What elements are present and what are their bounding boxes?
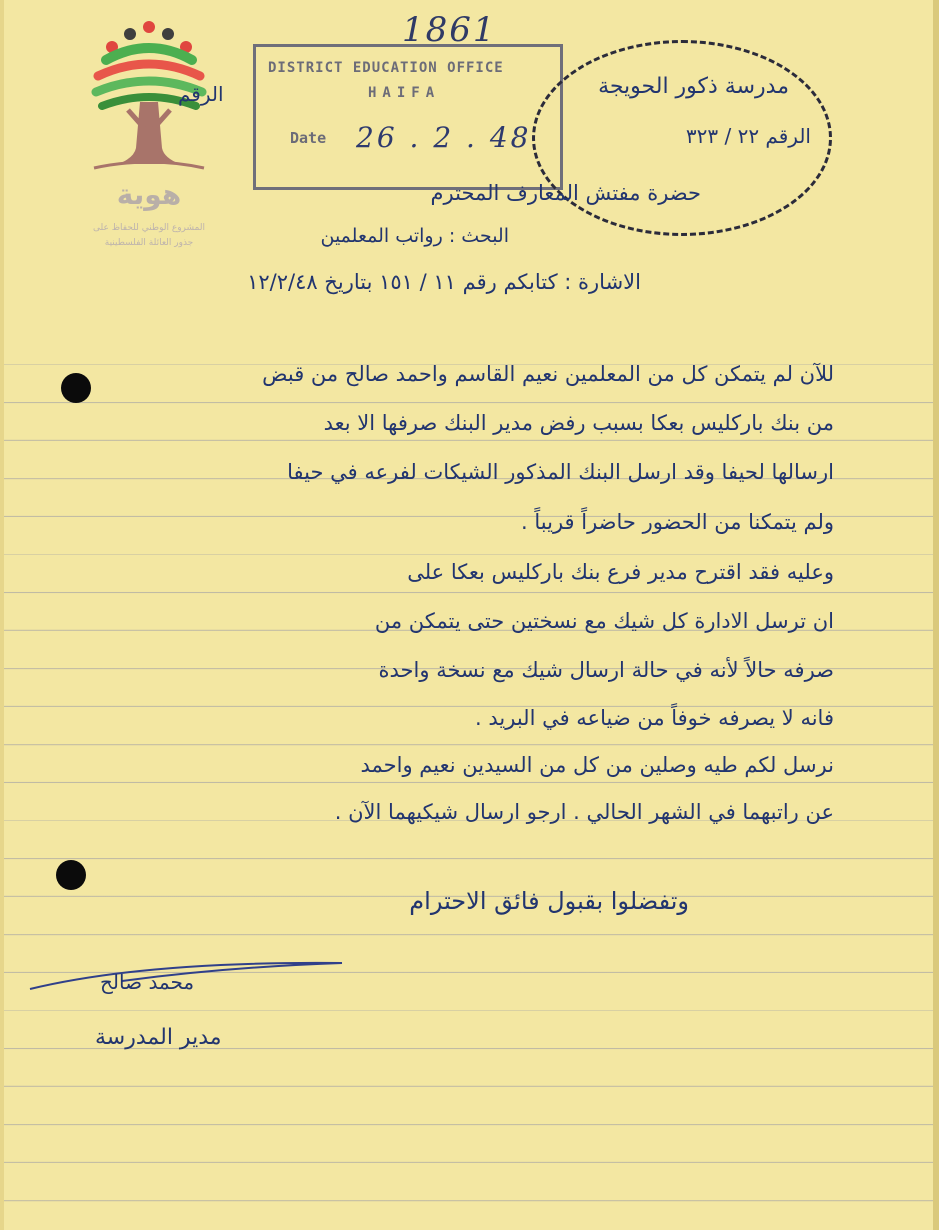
body-line-9: نرسل لكم طيه وصلين من كل من السيدين نعيم واحمد bbox=[360, 753, 834, 777]
paper-edge-right bbox=[933, 0, 939, 1230]
body-line-1: للآن لم يتمكن كل من المعلمين نعيم القاسم واحمد صالح من قبض bbox=[262, 362, 834, 386]
body-line-6: ان ترسل الادارة كل شيك مع نسختين حتى يتمكن من bbox=[374, 609, 834, 633]
stamp-city: HAIFA bbox=[368, 85, 441, 101]
stamp-date-value: 26 . 2 . 48 bbox=[356, 121, 532, 154]
logo-tagline-1: المشروع الوطني للحفاظ على bbox=[92, 223, 205, 233]
stamp-office-name: DISTRICT EDUCATION OFFICE bbox=[268, 60, 504, 76]
body-line-10: عن راتبهما في الشهر الحالي . ارجو ارسال شيكيهما الآن . bbox=[334, 800, 834, 824]
closing-line: وتفضلوا بقبول فائق الاحترام bbox=[409, 887, 689, 915]
subject-line: البحث : رواتب المعلمين bbox=[320, 225, 509, 247]
body-line-7: صرفه حالاً لأنه في حالة ارسال شيك مع نسخة واحدة bbox=[378, 658, 834, 682]
stamp-date-label: Date bbox=[290, 129, 327, 147]
logo-tagline-2: جذور العائلة الفلسطينية bbox=[104, 238, 194, 248]
recipient-line: حضرة مفتش المعارف المحترم bbox=[430, 181, 701, 205]
reference-line: الاشارة : كتابكم رقم ١١ / ١٥١ بتاريخ ١٢/٢/٤٨ bbox=[247, 270, 641, 294]
hawiya-logo bbox=[88, 18, 210, 263]
body-line-8: فانه لا يصرفه خوفاً من ضياعه في البريد . bbox=[475, 706, 834, 730]
punch-hole-bottom bbox=[56, 860, 86, 890]
logo-title: هوية bbox=[116, 178, 182, 211]
body-line-3: ارسالها لحيفا وقد ارسل البنك المذكور الشيكات لفرعه في حيفا bbox=[287, 460, 834, 484]
body-line-4: ولم يتمكنا من الحضور حاضراً قريباً . bbox=[521, 510, 834, 534]
body-line-5: وعليه فقد اقترح مدير فرع بنك باركليس بعكا على bbox=[407, 560, 834, 584]
district-education-stamp bbox=[253, 44, 563, 190]
paper-edge-left bbox=[0, 0, 4, 1230]
file-number: 1861 bbox=[402, 10, 497, 50]
school-stamp-name: مدرسة ذكور الحويجة bbox=[598, 74, 789, 99]
body-line-2: من بنك باركليس بعكا بسبب رفض مدير البنك صرفها الا بعد bbox=[323, 411, 834, 435]
reference-number-label: الرقم bbox=[178, 82, 224, 106]
signer-title: مدير المدرسة bbox=[95, 1025, 222, 1050]
signature: محمد صالح bbox=[100, 970, 195, 994]
punch-hole-top bbox=[61, 373, 91, 403]
school-stamp-number: الرقم ٢٢ / ٣٢٣ bbox=[685, 124, 811, 148]
